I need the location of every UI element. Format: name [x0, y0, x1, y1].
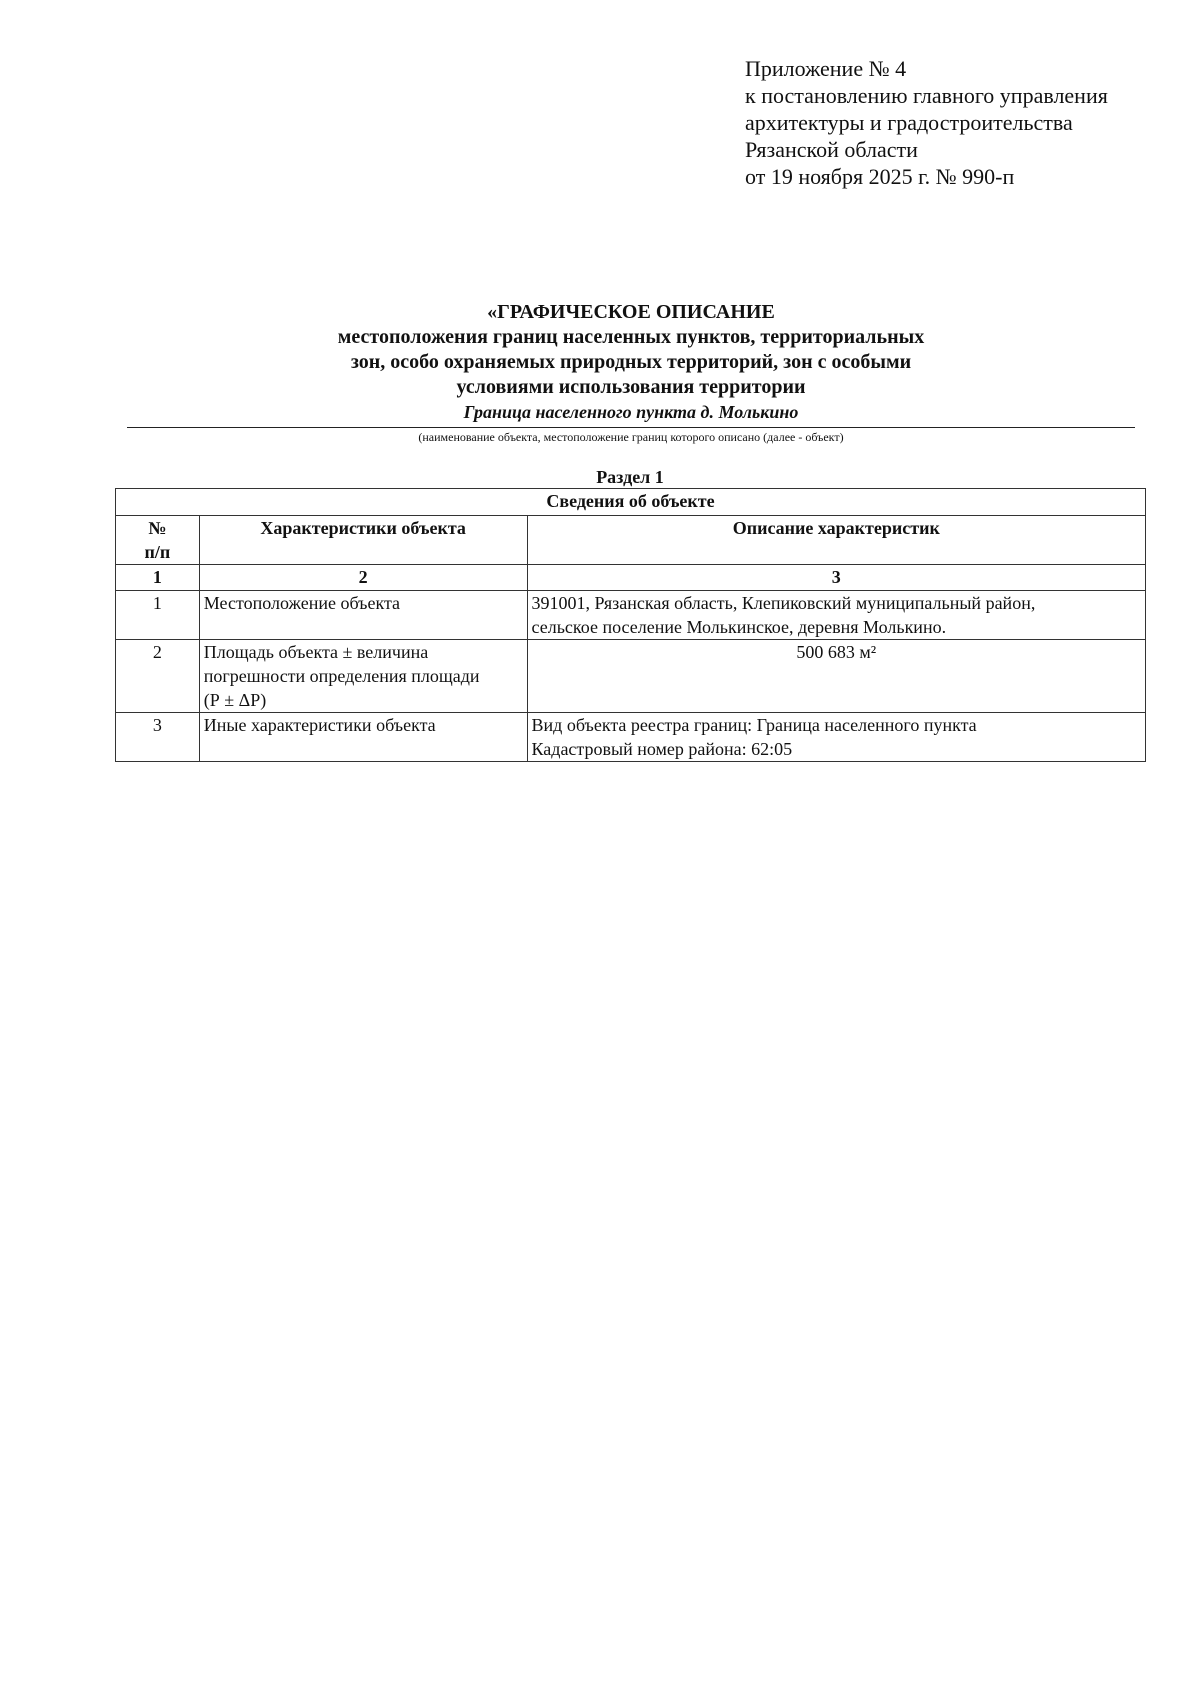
table-caption: Сведения об объекте: [116, 489, 1146, 516]
document-subtitle-line-1: местоположения границ населенных пунктов, территориальных: [337, 326, 925, 348]
header-num: [116, 516, 200, 565]
table-row: [116, 713, 1146, 762]
characteristic-line: (Р ± ΔР): [203, 690, 267, 710]
header-characteristic: Характеристики объекта: [199, 516, 527, 565]
column-numbers-row: [116, 565, 1146, 591]
column-number: 1: [116, 565, 200, 591]
row-characteristic: [199, 640, 527, 713]
object-info-table: [115, 488, 1146, 762]
document-title-block: [127, 300, 1135, 444]
appendix-reference: к постановлению главного управления: [745, 83, 1108, 108]
row-number: 3: [116, 713, 200, 762]
description-line: Кадастровый номер района: 62:05: [531, 739, 793, 759]
section-title: Раздел 1: [596, 467, 664, 487]
header-description: Описание характеристик: [527, 516, 1145, 565]
row-number: 1: [116, 591, 200, 640]
column-number: 3: [527, 565, 1145, 591]
description-line: Вид объекта реестра границ: Граница населенного пункта: [531, 715, 977, 735]
appendix-region: Рязанской области: [745, 137, 918, 162]
row-characteristic: Местоположение объекта: [199, 591, 527, 640]
row-description: [527, 591, 1145, 640]
appendix-header: [745, 55, 1108, 190]
table-row: [116, 640, 1146, 713]
object-name: Граница населенного пункта д. Молькино: [463, 402, 799, 422]
table-row: [116, 591, 1146, 640]
row-number: 2: [116, 640, 200, 713]
document-subtitle-line-2: зон, особо охраняемых природных территорий, зон с особыми: [350, 351, 912, 373]
header-num-label: п/п: [144, 542, 171, 562]
row-description: 500 683 м²: [527, 640, 1145, 713]
appendix-date: от 19 ноября 2025 г. № 990-п: [745, 164, 1015, 189]
characteristic-line: Площадь объекта ± величина: [203, 642, 429, 662]
row-description: [527, 713, 1145, 762]
appendix-number: Приложение № 4: [745, 56, 907, 81]
table-caption-row: [116, 489, 1146, 516]
document-title: «ГРАФИЧЕСКОЕ ОПИСАНИЕ: [487, 301, 775, 323]
row-characteristic: Иные характеристики объекта: [199, 713, 527, 762]
column-number: 2: [199, 565, 527, 591]
description-line: сельское поселение Молькинское, деревня Молькино.: [531, 617, 947, 637]
header-num-symbol: №: [148, 518, 167, 538]
appendix-authority: архитектуры и градостроительства: [745, 110, 1073, 135]
characteristic-line: погрешности определения площади: [203, 666, 480, 686]
object-name-underline: [127, 427, 1135, 428]
table-header-row: [116, 516, 1146, 565]
document-subtitle-line-3: условиями использования территории: [456, 376, 806, 398]
description-line: 391001, Рязанская область, Клепиковский муниципальный район,: [531, 593, 1036, 613]
object-name-caption: (наименование объекта, местоположение границ которого описано (далее - объект): [418, 430, 844, 444]
